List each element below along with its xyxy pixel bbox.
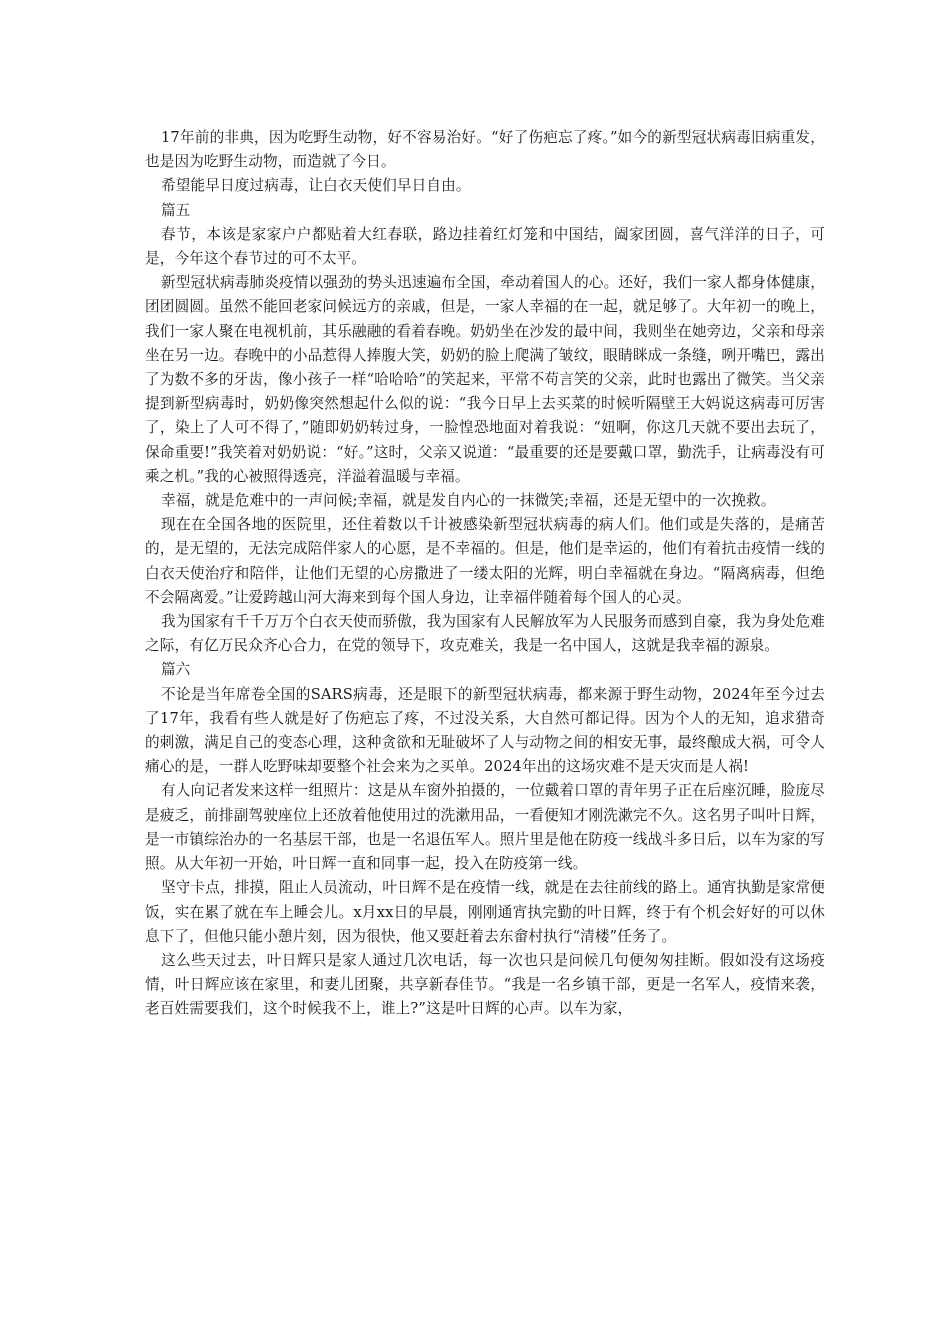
paragraph: 有人向记者发来这样一组照片：这是从车窗外拍摄的，一位戴着口罩的青年男子正在后座沉睡，脸庞尽是疲乏，前排副驾驶座位上还放着他使用过的洗漱用品，一看便知才刚洗漱完不久。这名男子叫叶日辉，是一市镇综治办的一名基层干部，也是一名退伍军人。照片里是他在防疫一线战斗多日后，以车为家的写照。从大年初一开始，叶日辉一直和同事一起，投入在防疫第一线。 <box>145 782 825 873</box>
paragraph: 现在在全国各地的医院里，还住着数以千计被感染新型冠状病毒的病人们。他们或是失落的，是痛苦的，是无望的，无法完成陪伴家人的心愿，是不幸福的。但是，他们是幸运的，他们有着抗击疫情一线的白衣天使治疗和陪伴，让他们无望的心房撒进了一缕太阳的光辉，明白幸福就在身边。“隔离病毒，但绝不会隔离爱。”让爱跨越山河大海来到每个国人身边，让幸福伴随着每个国人的心灵。 <box>145 516 825 606</box>
paragraph: 不论是当年席卷全国的SARS病毒，还是眼下的新型冠状病毒，都来源于野生动物，2024年至今过去了17年，我看有些人就是好了伤疤忘了疼，不过没关系，大自然可都记得。因为个人的无知，追求猎奇的刺激，满足自己的变态心理，这种贪欲和无耻破坏了人与动物之间的相安无事，最终酿成大祸，可令人痛心的是，一群人吃野味却要整个社会来为之买单。2024年出的这场灾难不是天灾而是人祸! <box>145 685 825 776</box>
paragraph: 幸福，就是危难中的一声问候;幸福，就是发自内心的一抹微笑;幸福，还是无望中的一次挽救。 <box>161 492 776 510</box>
paragraph: 春节，本该是家家户户都贴着大红春联，路边挂着红灯笼和中国结，阖家团圆，喜气洋洋的日子，可是，今年这个春节过的可不太平。 <box>145 225 825 268</box>
document-page <box>145 126 825 1022</box>
paragraph: 新型冠状病毒肺炎疫情以强劲的势头迅速遍布全国，牵动着国人的心。还好，我们一家人都身体健康，团团圆圆。虽然不能回老家问候远方的亲戚，但是，一家人幸福的在一起，就足够了。大年初一的晚上，我们一家人聚在电视机前，其乐融融的看着春晚。奶奶坐在沙发的最中间，我则坐在她旁边，父亲和母亲坐在另一边。春晚中的小品惹得人捧腹大笑，奶奶的脸上爬满了皱纹，眼睛眯成一条缝，咧开嘴巴，露出了为数不多的牙齿，像小孩子一样“哈哈哈”的笑起来，平常不苟言笑的父亲，此时也露出了微笑。当父亲提到新型病毒时，奶奶像突然想起什么似的说：“我今日早上去买菜的时候听隔壁王大妈说这病毒可厉害了，染上了人可不得了，”随即奶奶转过身，一脸惶恐地面对着我说：“妞啊，你这几天就不要出去玩了，保命重要!”我笑着对奶奶说：“好。”这时，父亲又说道：“最重要的还是要戴口罩，勤洗手，让病毒没有可乘之机。”我的心被照得透亮，洋溢着温暖与幸福。 <box>145 274 825 485</box>
paragraph: 坚守卡点，排摸，阻止人员流动，叶日辉不是在疫情一线，就是在去往前线的路上。通宵执勤是家常便饭，实在累了就在车上睡会儿。x月xx日的早晨，刚刚通宵执完勤的叶日辉，终于有个机会好好的可以休息下了，但他只能小憩片刻，因为很快，他又要赶着去东畲村执行“清楼”任务了。 <box>145 879 825 945</box>
paragraph: 我为国家有千千万万个白衣天使而骄傲，我为国家有人民解放军为人民服务而感到自豪，我为身处危难之际，有亿万民众齐心合力，在党的领导下，攻克难关，我是一名中国人，这就是我幸福的源泉。 <box>145 613 825 655</box>
section-heading: 篇五 <box>161 201 191 219</box>
paragraph: 希望能早日度过病毒，让白衣天使们早日自由。 <box>161 177 471 195</box>
paragraph: 这么些天过去，叶日辉只是家人通过几次电话，每一次也只是问候几句便匆匆挂断。假如没有这场疫情，叶日辉应该在家里，和妻儿团聚，共享新春佳节。“我是一名乡镇干部，更是一名军人，疫情来袭，老百姓需要我们，这个时候我不上，谁上?”这是叶日辉的心声。以车为家， <box>145 951 825 1018</box>
paragraph: 17年前的非典，因为吃野生动物，好不容易治好。“好了伤疤忘了疼。”如今的新型冠状病毒旧病重发，也是因为吃野生动物，而造就了今日。 <box>145 129 825 171</box>
section-heading: 篇六 <box>161 661 191 679</box>
